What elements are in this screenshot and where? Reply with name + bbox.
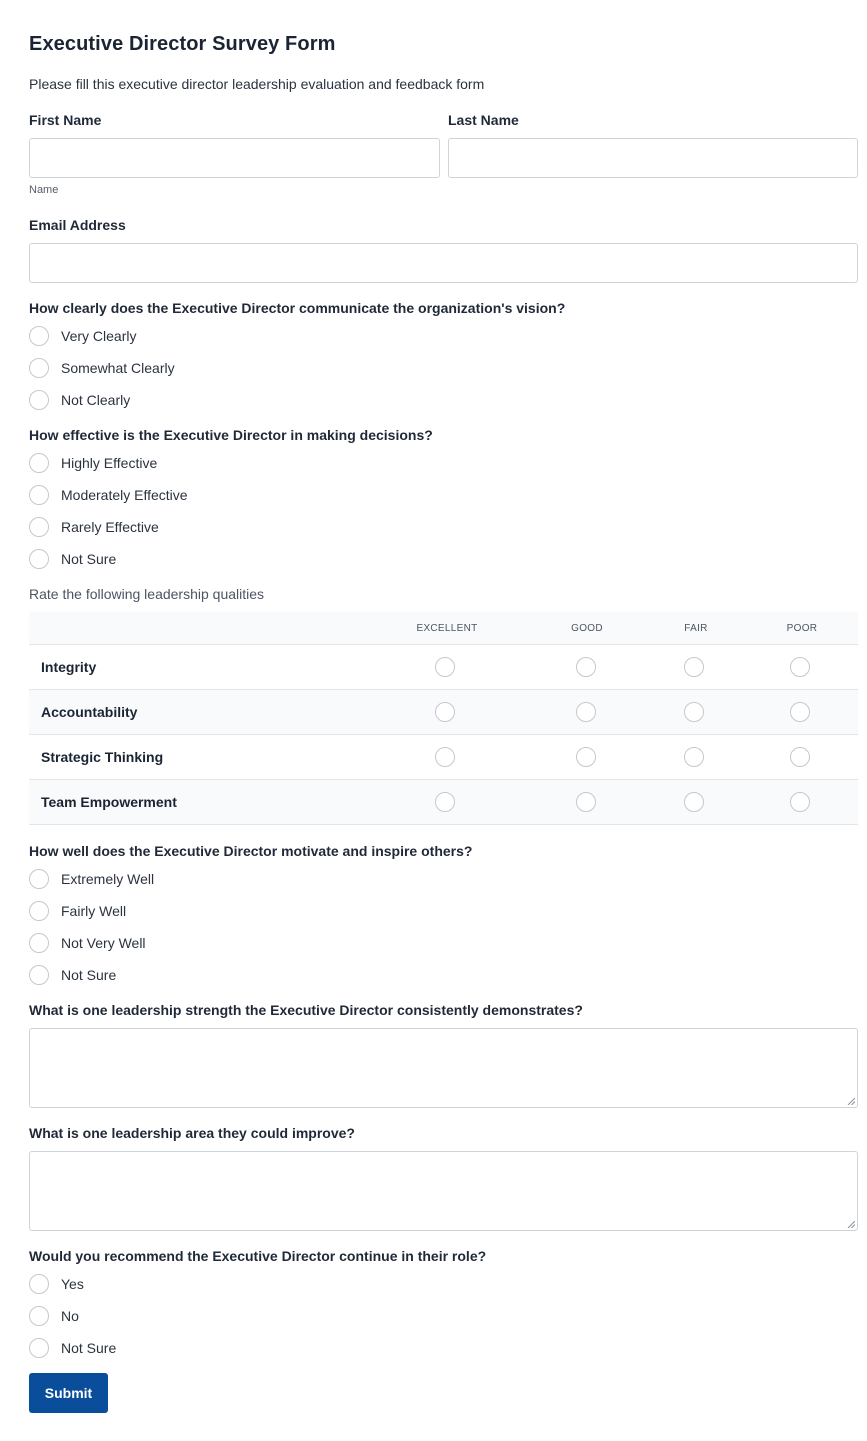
option-label: Somewhat Clearly xyxy=(61,360,175,376)
radio-button[interactable] xyxy=(29,869,49,889)
strength-textarea[interactable] xyxy=(29,1028,858,1108)
option-label: Yes xyxy=(61,1276,84,1292)
q2-option-highly-effective[interactable] xyxy=(29,452,157,474)
matrix-header xyxy=(29,612,858,645)
name-sublabel: Name xyxy=(29,184,59,196)
matrix-radio-poor[interactable] xyxy=(790,702,810,722)
last-name-label: Last Name xyxy=(448,112,519,128)
matrix-radio-excellent[interactable] xyxy=(435,792,455,812)
q3-option-extremely-well[interactable] xyxy=(29,868,154,890)
resize-handle-icon[interactable] xyxy=(847,1097,855,1105)
radio-button[interactable] xyxy=(29,549,49,569)
matrix-col-good: GOOD xyxy=(571,623,603,634)
radio-button[interactable] xyxy=(29,358,49,378)
matrix-col-excellent: EXCELLENT xyxy=(416,623,478,634)
radio-button[interactable] xyxy=(29,485,49,505)
q5-label: What is one leadership area they could improve? xyxy=(29,1125,355,1141)
q1-label: How clearly does the Executive Director communicate the organization's vision? xyxy=(29,300,566,316)
radio-button[interactable] xyxy=(29,965,49,985)
matrix-radio-good[interactable] xyxy=(576,792,596,812)
resize-handle-icon[interactable] xyxy=(847,1220,855,1228)
matrix-radio-good[interactable] xyxy=(576,702,596,722)
radio-button[interactable] xyxy=(29,1274,49,1294)
option-label: Not Sure xyxy=(61,967,117,983)
q3-option-not-very-well[interactable] xyxy=(29,932,146,954)
matrix-row-label: Accountability xyxy=(41,704,138,720)
q1-option-somewhat-clearly[interactable] xyxy=(29,357,175,379)
option-label: Not Clearly xyxy=(61,392,131,408)
matrix-radio-excellent[interactable] xyxy=(435,747,455,767)
email-input[interactable] xyxy=(29,243,858,283)
radio-button[interactable] xyxy=(29,390,49,410)
radio-button[interactable] xyxy=(29,933,49,953)
matrix-row-strategic-thinking xyxy=(29,735,858,780)
option-label: Not Very Well xyxy=(61,935,146,951)
matrix-row-integrity xyxy=(29,645,858,690)
matrix-col-poor: POOR xyxy=(786,623,818,634)
option-label: Extremely Well xyxy=(61,871,155,887)
radio-button[interactable] xyxy=(29,1338,49,1358)
matrix-radio-fair[interactable] xyxy=(684,657,704,677)
submit-button[interactable]: Submit xyxy=(29,1373,108,1413)
option-label: Moderately Effective xyxy=(61,487,188,503)
q3-option-fairly-well[interactable] xyxy=(29,900,126,922)
matrix-radio-fair[interactable] xyxy=(684,702,704,722)
matrix-radio-excellent[interactable] xyxy=(435,702,455,722)
matrix-radio-good[interactable] xyxy=(576,747,596,767)
matrix-row-label: Team Empowerment xyxy=(41,794,177,810)
matrix-radio-poor[interactable] xyxy=(790,657,810,677)
form-description: Please fill this executive director leadership evaluation and feedback form xyxy=(29,76,485,92)
first-name-label: First Name xyxy=(29,112,102,128)
radio-button[interactable] xyxy=(29,901,49,921)
rating-matrix xyxy=(29,612,858,825)
q2-option-not-sure[interactable] xyxy=(29,548,116,570)
option-label: Not Sure xyxy=(61,1340,117,1356)
matrix-radio-poor[interactable] xyxy=(790,747,810,767)
radio-button[interactable] xyxy=(29,1306,49,1326)
matrix-radio-excellent[interactable] xyxy=(435,657,455,677)
q4-label: What is one leadership strength the Executive Director consistently demonstrates? xyxy=(29,1002,583,1018)
matrix-radio-fair[interactable] xyxy=(684,792,704,812)
matrix-col-fair: FAIR xyxy=(684,623,708,634)
q2-option-moderately-effective[interactable] xyxy=(29,484,188,506)
last-name-input[interactable] xyxy=(448,138,858,178)
first-name-input[interactable] xyxy=(29,138,440,178)
q6-option-not-sure[interactable] xyxy=(29,1337,116,1359)
option-label: Rarely Effective xyxy=(61,519,159,535)
q6-option-no[interactable] xyxy=(29,1305,79,1327)
q2-option-rarely-effective[interactable] xyxy=(29,516,159,538)
q2-label: How effective is the Executive Director in making decisions? xyxy=(29,427,433,443)
option-label: Not Sure xyxy=(61,551,117,567)
matrix-radio-poor[interactable] xyxy=(790,792,810,812)
q6-option-yes[interactable] xyxy=(29,1273,84,1295)
radio-button[interactable] xyxy=(29,326,49,346)
matrix-label: Rate the following leadership qualities xyxy=(29,586,265,602)
q3-label: How well does the Executive Director motivate and inspire others? xyxy=(29,843,473,859)
matrix-row-label: Integrity xyxy=(41,659,97,675)
matrix-radio-fair[interactable] xyxy=(684,747,704,767)
form-title: Executive Director Survey Form xyxy=(29,33,336,55)
option-label: Fairly Well xyxy=(61,903,127,919)
matrix-row-accountability xyxy=(29,690,858,735)
matrix-row-team-empowerment xyxy=(29,780,858,825)
q6-label: Would you recommend the Executive Director continue in their role? xyxy=(29,1248,487,1264)
q1-option-not-clearly[interactable] xyxy=(29,389,130,411)
q1-option-very-clearly[interactable] xyxy=(29,325,136,347)
option-label: Very Clearly xyxy=(61,328,137,344)
improvement-textarea[interactable] xyxy=(29,1151,858,1231)
matrix-radio-good[interactable] xyxy=(576,657,596,677)
q3-option-not-sure[interactable] xyxy=(29,964,116,986)
radio-button[interactable] xyxy=(29,453,49,473)
matrix-row-label: Strategic Thinking xyxy=(41,749,164,765)
option-label: No xyxy=(61,1308,79,1324)
email-label: Email Address xyxy=(29,217,126,233)
radio-button[interactable] xyxy=(29,517,49,537)
option-label: Highly Effective xyxy=(61,455,158,471)
